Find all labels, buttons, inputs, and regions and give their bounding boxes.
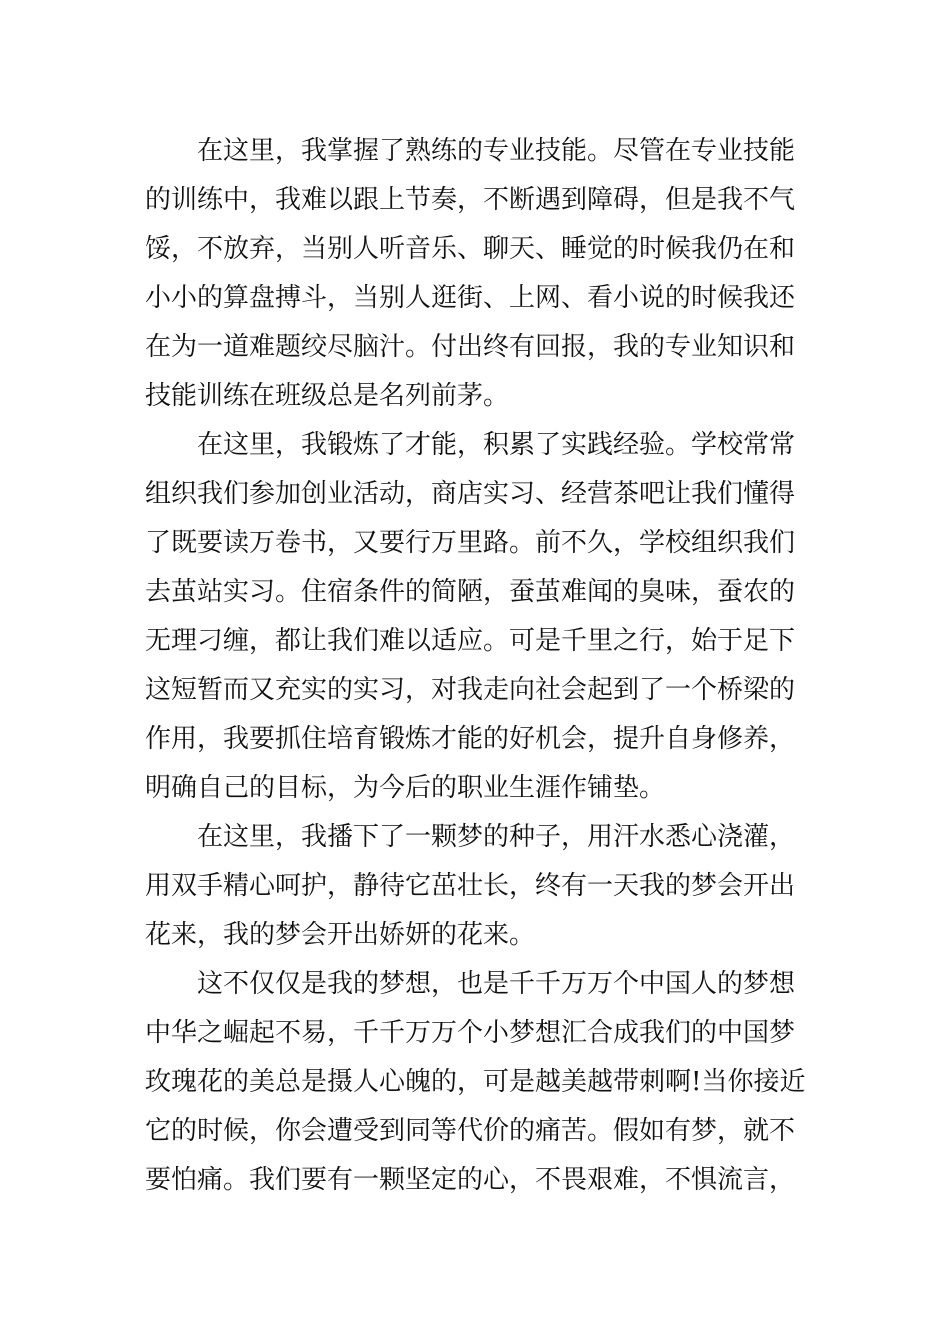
text-line: 这不仅仅是我的梦想，也是千千万万个中国人的梦想 (197, 969, 796, 999)
text-line: 技能训练在班级总是名列前茅。 (145, 381, 510, 411)
text-line: 在这里，我播下了一颗梦的种子，用汗水悉心浇灌， (197, 822, 796, 852)
text-line: 明确自己的目标，为今后的职业生涯作铺垫。 (145, 773, 666, 803)
text-line: 在为一道难题绞尽脑汁。付出终有回报，我的专业知识和 (145, 332, 796, 362)
paragraph-skills (145, 127, 807, 421)
text-line: 花来，我的梦会开出娇妍的花来。 (145, 920, 536, 950)
text-line: 了既要读万卷书，又要行万里路。前不久，学校组织我们 (145, 528, 796, 558)
text-line: 中华之崛起不易，千千万万个小梦想汇合成我们的中国梦 (145, 1018, 796, 1048)
text-line: 玫瑰花的美总是摄人心魄的，可是越美越带刺啊!当你接近 (145, 1067, 806, 1097)
paragraph-practice (145, 421, 807, 813)
document-body (145, 127, 807, 1205)
text-line: 它的时候，你会遭受到同等代价的痛苦。假如有梦，就不 (145, 1116, 796, 1146)
text-line: 作用，我要抓住培育锻炼才能的好机会，提升自身修养， (145, 724, 796, 754)
text-line: 小小的算盘搏斗，当别人逛街、上网、看小说的时候我还 (145, 283, 796, 313)
paragraph-china-dream (145, 960, 807, 1205)
text-line: 在这里，我锻炼了才能，积累了实践经验。学校常常 (197, 430, 796, 460)
text-line: 这短暂而又充实的实习，对我走向社会起到了一个桥梁的 (145, 675, 796, 705)
paragraph-dream-seed (145, 813, 807, 960)
text-line: 无理刁缠，都让我们难以适应。可是千里之行，始于足下 (145, 626, 796, 656)
text-line: 要怕痛。我们要有一颗坚定的心，不畏艰难，不惧流言， (145, 1165, 796, 1195)
text-line: 在这里，我掌握了熟练的专业技能。尽管在专业技能 (197, 136, 796, 166)
text-line: 的训练中，我难以跟上节奏，不断遇到障碍，但是我不气 (145, 185, 796, 215)
text-line: 馁，不放弃，当别人听音乐、聊天、睡觉的时候我仍在和 (145, 234, 796, 264)
text-line: 去茧站实习。住宿条件的简陋，蚕茧难闻的臭味，蚕农的 (145, 577, 796, 607)
text-line: 组织我们参加创业活动，商店实习、经营茶吧让我们懂得 (145, 479, 796, 509)
text-line: 用双手精心呵护，静待它茁壮长，终有一天我的梦会开出 (145, 871, 796, 901)
